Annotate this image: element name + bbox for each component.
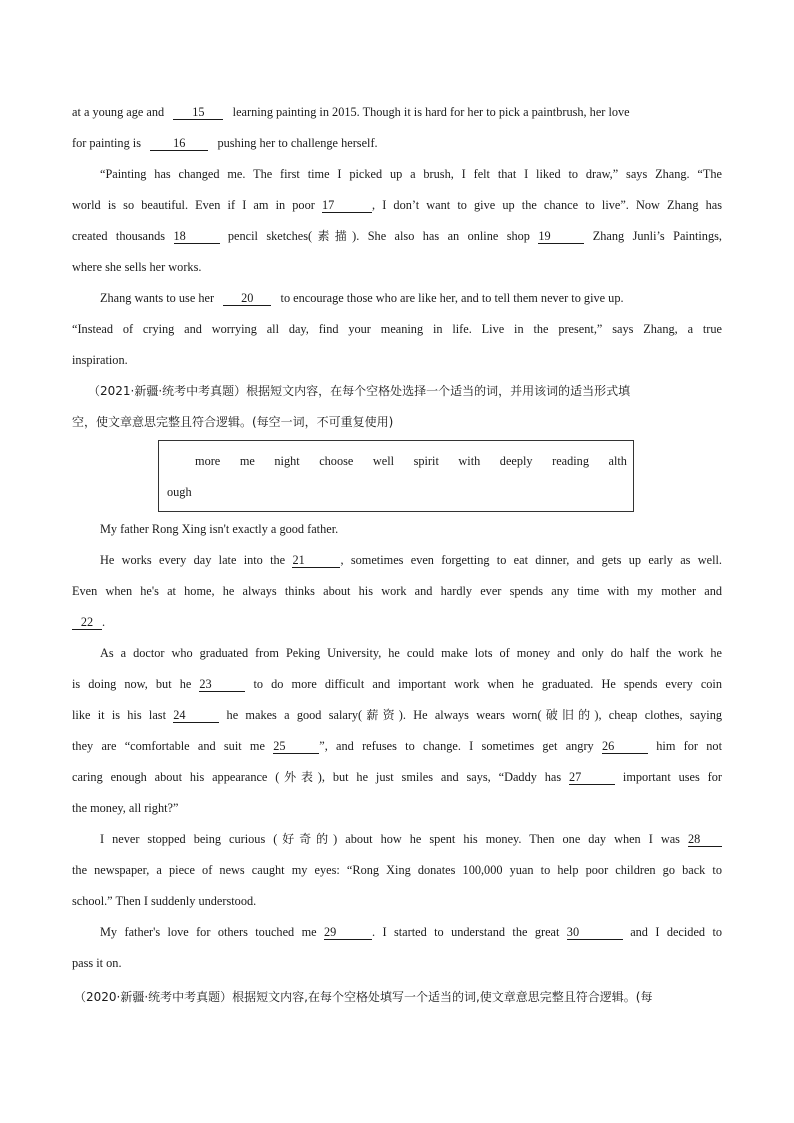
word-option: choose	[319, 454, 354, 468]
text-line: the money, all right?”	[72, 801, 179, 815]
blank-24[interactable]: 24	[173, 708, 219, 723]
word-option: with	[458, 454, 481, 468]
word-bank-row	[167, 484, 627, 500]
blank-19[interactable]: 19	[538, 229, 584, 244]
word-bank-box	[158, 440, 634, 512]
blank-30[interactable]: 30	[567, 925, 623, 940]
text-line: school.” Then I suddenly understood.	[72, 894, 257, 908]
question-instruction: 空，使文章意思完整且符合逻辑。(每空一词，不可重复使用)	[72, 415, 394, 429]
word-option: reading	[552, 454, 589, 468]
blank-21[interactable]: 21	[292, 553, 340, 568]
text-line: “Painting has changed me. The first time I picked up a brush, I felt that I liked to draw,” says Zhang. “The	[100, 167, 722, 181]
word-bank-row	[195, 453, 627, 469]
text-line: caring enough about his appearance (外表), but he just smiles and says, “Daddy has 27 important uses for	[72, 770, 723, 784]
blank-15[interactable]: 15	[173, 105, 223, 120]
blank-28[interactable]: 28	[688, 832, 722, 847]
text-line: at a young age and 15 learning painting in 2015. Though it is hard for her to pick a paintbrush, her love	[72, 105, 630, 119]
text-line: where she sells her works.	[72, 260, 202, 274]
word-option: spirit	[413, 454, 439, 468]
text-line: like it is his last 24 he makes a good salary(薪资). He always wears worn(破旧的), cheap clothes, saying	[72, 708, 723, 722]
word-option: more	[195, 454, 221, 468]
text-line: they are “comfortable and suit me 25 ”, and refuses to change. I sometimes get angry 26 him for not	[72, 739, 722, 753]
text-line: 22 .	[72, 614, 722, 630]
blank-18[interactable]: 18	[174, 229, 220, 244]
blank-25[interactable]: 25	[273, 739, 319, 754]
blank-22[interactable]: 22	[72, 615, 102, 630]
text-line: for painting is 16 pushing her to challenge herself.	[72, 136, 378, 150]
word-option: night	[274, 454, 300, 468]
text-line: created thousands 18 pencil sketches(素描). She also has an online shop 19 Zhang Junli’s Paintings,	[72, 229, 722, 243]
text-line: pass it on.	[72, 956, 122, 970]
text-line: My father's love for others touched me 29 . I started to understand the great 30 and I decided to	[100, 925, 723, 939]
text-line: My father Rong Xing isn't exactly a good father.	[100, 522, 339, 536]
text-line: inspiration.	[72, 353, 128, 367]
blank-26[interactable]: 26	[602, 739, 648, 754]
text-line: the newspaper, a piece of news caught my eyes: “Rong Xing donates 100,000 yuan to help poor children go back to	[72, 863, 722, 877]
word-option: me	[239, 454, 255, 468]
blank-27[interactable]: 27	[569, 770, 615, 785]
question-instruction: （2021·新疆·统考中考真题）根据短文内容，在每个空格处选择一个适当的词，并用该词的适当形式填	[88, 384, 631, 398]
text-line: Even when he's at home, he always thinks about his work and hardly ever spends any time with my mother and	[72, 584, 722, 598]
text-line: He works every day late into the 21 , sometimes even forgetting to eat dinner, and gets up early as well.	[100, 553, 723, 567]
text-line: world is so beautiful. Even if I am in poor 17 , I don’t want to give up the chance to live”. Now Zhang has	[72, 198, 722, 212]
blank-17[interactable]: 17	[322, 198, 372, 213]
word-option: alth	[608, 454, 627, 468]
text-line: I never stopped being curious (好奇的) about how he spent his money. Then one day when I was 28	[100, 831, 722, 847]
blank-29[interactable]: 29	[324, 925, 372, 940]
text-line: “Instead of crying and worrying all day, find your meaning in life. Live in the present,” says Zhang, a true	[72, 322, 722, 336]
word-option: ough	[167, 485, 192, 499]
word-option: well	[372, 454, 395, 468]
blank-16[interactable]: 16	[150, 136, 208, 151]
word-option: deeply	[499, 454, 533, 468]
text-line: As a doctor who graduated from Peking University, he could make lots of money and only do half the work he	[100, 646, 722, 660]
text-line: is doing now, but he 23 to do more difficult and important work when he graduated. He spends every coin	[72, 677, 722, 691]
text-line: Zhang wants to use her 20 to encourage those who are like her, and to tell them never to give up.	[100, 291, 624, 305]
blank-20[interactable]: 20	[223, 291, 271, 306]
blank-23[interactable]: 23	[199, 677, 245, 692]
question-instruction: （2020·新疆·统考中考真题）根据短文内容,在每个空格处填写一个适当的词,使文章意思完整且符合逻辑。(每	[74, 990, 653, 1004]
